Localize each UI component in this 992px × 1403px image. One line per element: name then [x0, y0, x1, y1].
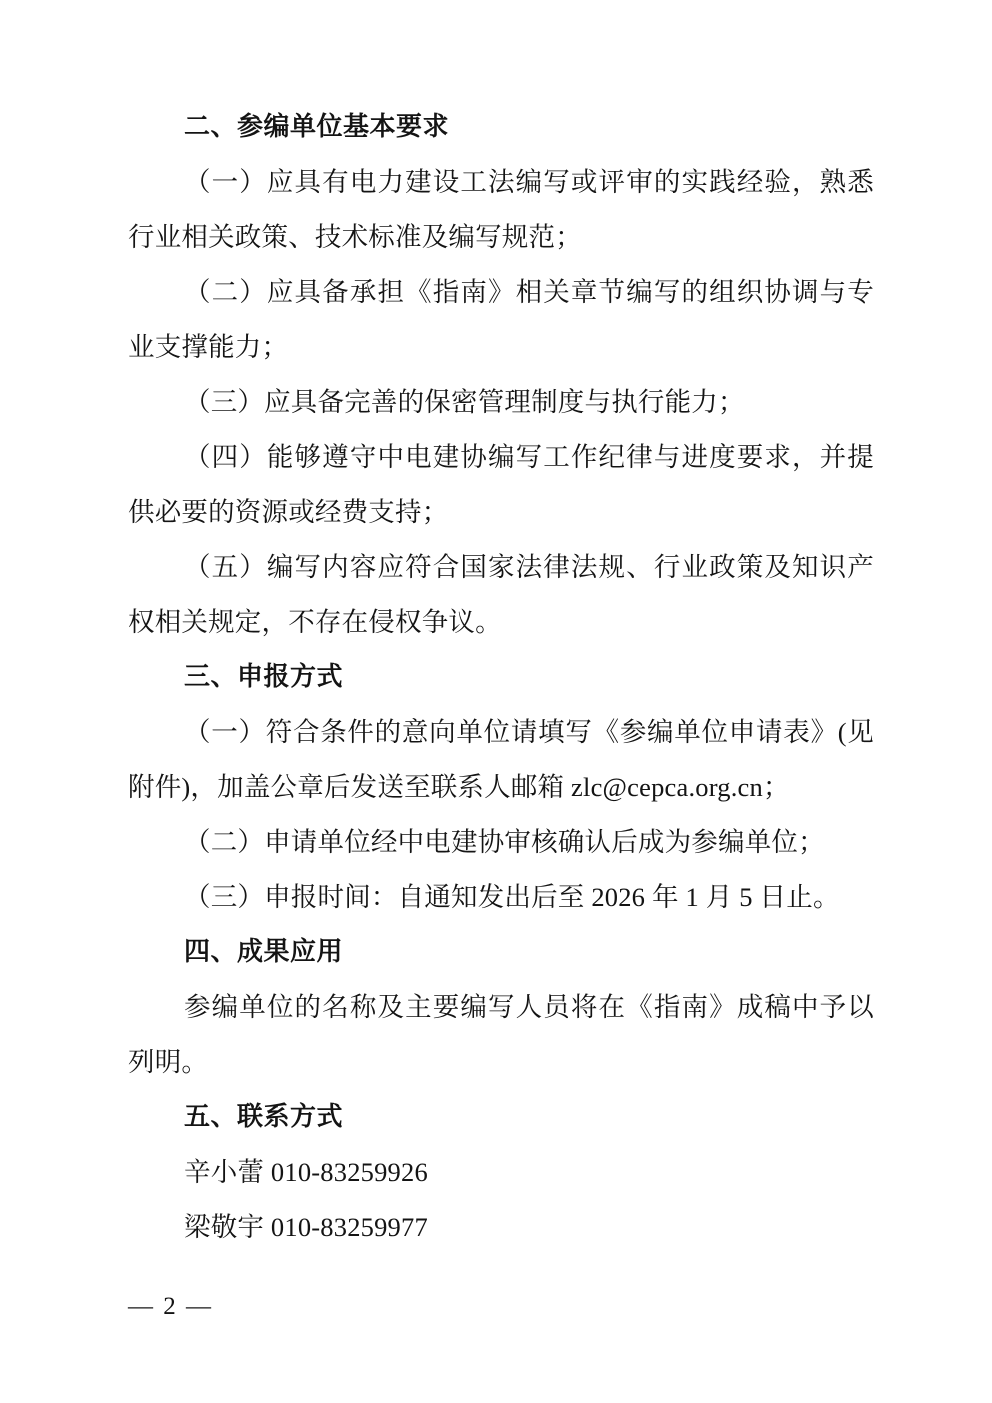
- section-heading-5: 五、联系方式: [184, 1102, 344, 1132]
- section-heading-2: 二、参编单位基本要求: [184, 112, 450, 142]
- paragraph-2-1: （一）应具有电力建设工法编写或评审的实践经验，熟悉行业相关政策、技术标准及编写规范；: [128, 167, 874, 252]
- paragraph-2-5: （五）编写内容应符合国家法律法规、行业政策及知识产权相关规定，不存在侵权争议。: [128, 552, 874, 637]
- paragraph-2-2: （二）应具备承担《指南》相关章节编写的组织协调与专业支撑能力；: [128, 277, 874, 362]
- paragraph-3-1: （一）符合条件的意向单位请填写《参编单位申请表》(见附件)，加盖公章后发送至联系人邮箱 zlc@cepca.org.cn；: [128, 717, 874, 802]
- contact-line-2: 梁敬宇 010-83259977: [184, 1212, 428, 1242]
- document-body: [128, 100, 874, 1255]
- paragraph-2-4: （四）能够遵守中电建协编写工作纪律与进度要求，并提供必要的资源或经费支持；: [128, 442, 874, 527]
- contact-line-1: 辛小蕾 010-83259926: [184, 1157, 428, 1187]
- paragraph-4-1: 参编单位的名称及主要编写人员将在《指南》成稿中予以列明。: [128, 992, 874, 1077]
- paragraph-3-3: （三）申报时间：自通知发出后至 2026 年 1 月 5 日止。: [184, 882, 840, 912]
- section-heading-4: 四、成果应用: [184, 937, 344, 967]
- section-heading-3: 三、申报方式: [184, 662, 344, 692]
- page-number: — 2 —: [128, 1293, 213, 1320]
- paragraph-2-3: （三）应具备完善的保密管理制度与执行能力；: [184, 387, 745, 417]
- paragraph-3-2: （二）申请单位经中电建协审核确认后成为参编单位；: [184, 827, 825, 857]
